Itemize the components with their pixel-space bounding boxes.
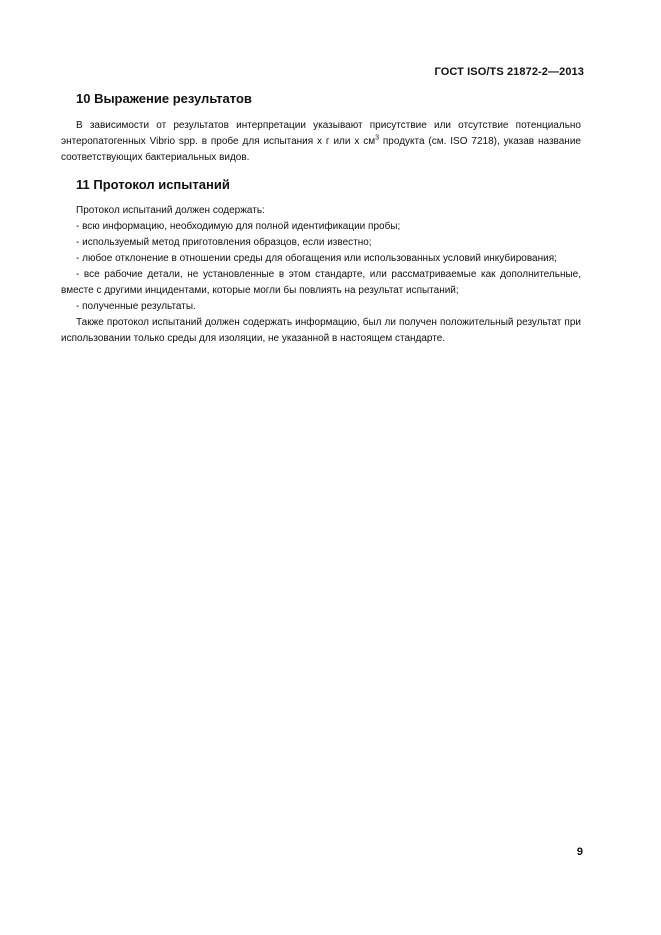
document-code-header: ГОСТ ISO/TS 21872-2—2013 [434, 66, 584, 78]
page-number: 9 [576, 846, 583, 858]
section-11-list-item: - всю информацию, необходимую для полной идентификации пробы; [76, 221, 401, 232]
section-11-intro: Протокол испытаний должен содержать: [76, 205, 265, 216]
section-10-paragraph [61, 118, 581, 166]
section-11-list-item: - полученные результаты. [76, 301, 196, 312]
section-10-text-part1: В зависимости от результатов интерпретации указывают присутствие или отсутствие потенциально энтеропатогенных Vibrio spp. в пробе для испытания x г или x см [61, 120, 581, 147]
page-content [61, 90, 581, 347]
section-11-title: 11 Протокол испытаний [76, 177, 230, 192]
section-11-closing: Также протокол испытаний должен содержать информацию, был ли получен положительный результат при использовании только среды для изоляции, не указанной в настоящем стандарте. [61, 317, 581, 344]
section-10-text-part2: продукта (см. ISO 7218), указав название соответствующих бактериальных видов. [61, 136, 581, 163]
section-11-list-item: - все рабочие детали, не установленные в этом стандарте, или рассматриваемые как дополнительные, вместе с другими инцидентами, которые могли бы повлиять на результат испытаний; [61, 269, 581, 296]
section-10-title: 10 Выражение результатов [76, 91, 252, 106]
section-11-list-item: - любое отклонение в отношении среды для обогащения или использованных условий инкубирования; [76, 253, 557, 264]
section-10-superscript: 3 [375, 134, 379, 142]
section-11-list-item: - используемый метод приготовления образцов, если известно; [76, 237, 372, 248]
